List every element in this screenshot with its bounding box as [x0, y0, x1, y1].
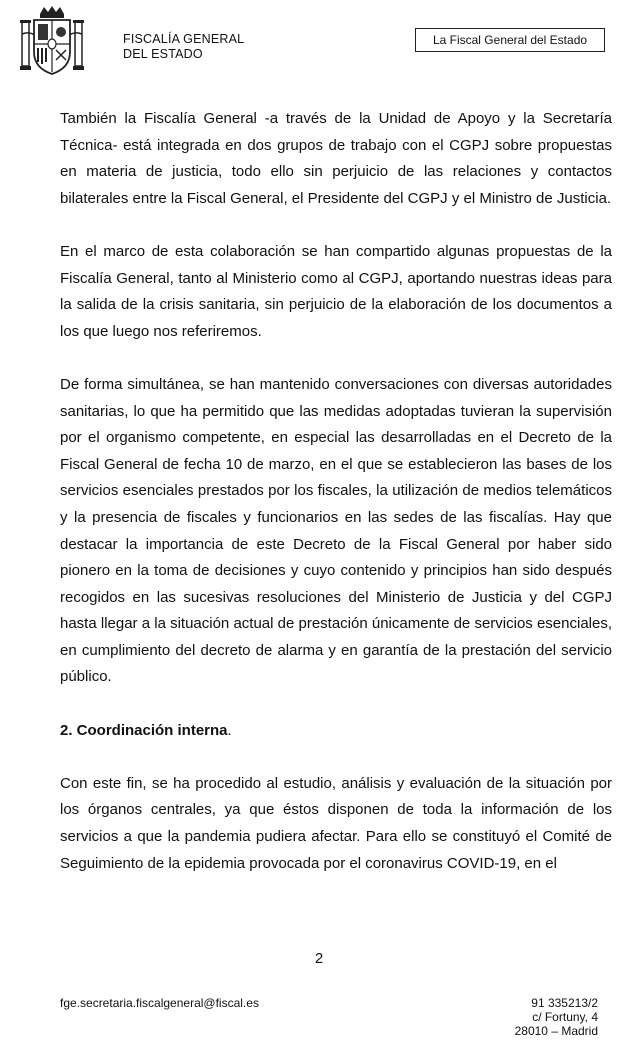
section-heading-period: . [227, 721, 232, 739]
paragraph: De forma simultánea, se han mantenido conversaciones con diversas autoridades sanitarias, lo que ha permitido que las medidas adoptadas tuvieran la supervisión por el organismo competente, en especial las desarrolladas en el Decreto de la Fiscal General de fecha 10 de marzo, en el que se establecieron las bases de los servicios esenciales prestados por los fiscales, la utilización de medios telemáticos y la presencia de fiscales y funcionarios en las sedes de las fiscalías. Hay que destacar la importancia de este Decreto de la Fiscal General por haber sido pionero en la toma de decisiones y cuyo contenido y principios han sido después recogidos en las sucesivas resoluciones del Ministerio de Justicia y del CGPJ hasta llegar a la situación actual de prestación únicamente de servicios esenciales, en cumplimiento del decreto de alarma y en garantía de la prestación del servicio público. [60, 375, 612, 686]
footer-email: fge.secretaria.fiscalgeneral@fiscal.es [60, 996, 259, 1010]
footer-phone: 91 335213/2 [531, 996, 598, 1010]
coat-of-arms-icon [18, 4, 86, 80]
footer-address [515, 996, 598, 1038]
footer-street: c/ Fortuny, 4 [532, 1010, 598, 1024]
org-name-line1: FISCALÍA GENERAL [123, 32, 245, 46]
section-heading [60, 718, 612, 745]
organization-name [123, 32, 244, 62]
footer-city: 28010 – Madrid [514, 1024, 598, 1038]
page-number: 2 [314, 950, 324, 967]
paragraph: En el marco de esta colaboración se han compartido algunas propuestas de la Fiscalía General, tanto al Ministerio como al CGPJ, aportando nuestras ideas para la salida de la crisis sanitaria, sin perjuicio de la elaboración de los documentos a los que luego nos referiremos. [60, 242, 612, 340]
paragraph: Con este fin, se ha procedido al estudio, análisis y evaluación de la situación por los órganos centrales, ya que éstos disponen de toda la información de los servicios a que la pandemia pudiera afectar. Para ello se constituyó el Comité de Seguimiento de la epidemia provocada por el coronavirus COVID-19, en el [60, 774, 612, 872]
header-title-box [415, 28, 605, 52]
paragraph: También la Fiscalía General -a través de la Unidad de Apoyo y la Secretaría Técnica- está integrada en dos grupos de trabajo con el CGPJ sobre propuestas en materia de justicia, todo ello sin perjuicio de las relaciones y contactos bilaterales entre la Fiscal General, el Presidente del CGPJ y el Ministro de Justicia. [60, 110, 612, 207]
section-heading-text: 2. Coordinación interna [60, 721, 228, 739]
org-name-line2: DEL ESTADO [123, 47, 203, 61]
document-body [60, 106, 612, 904]
header-title: La Fiscal General del Estado [432, 33, 588, 47]
